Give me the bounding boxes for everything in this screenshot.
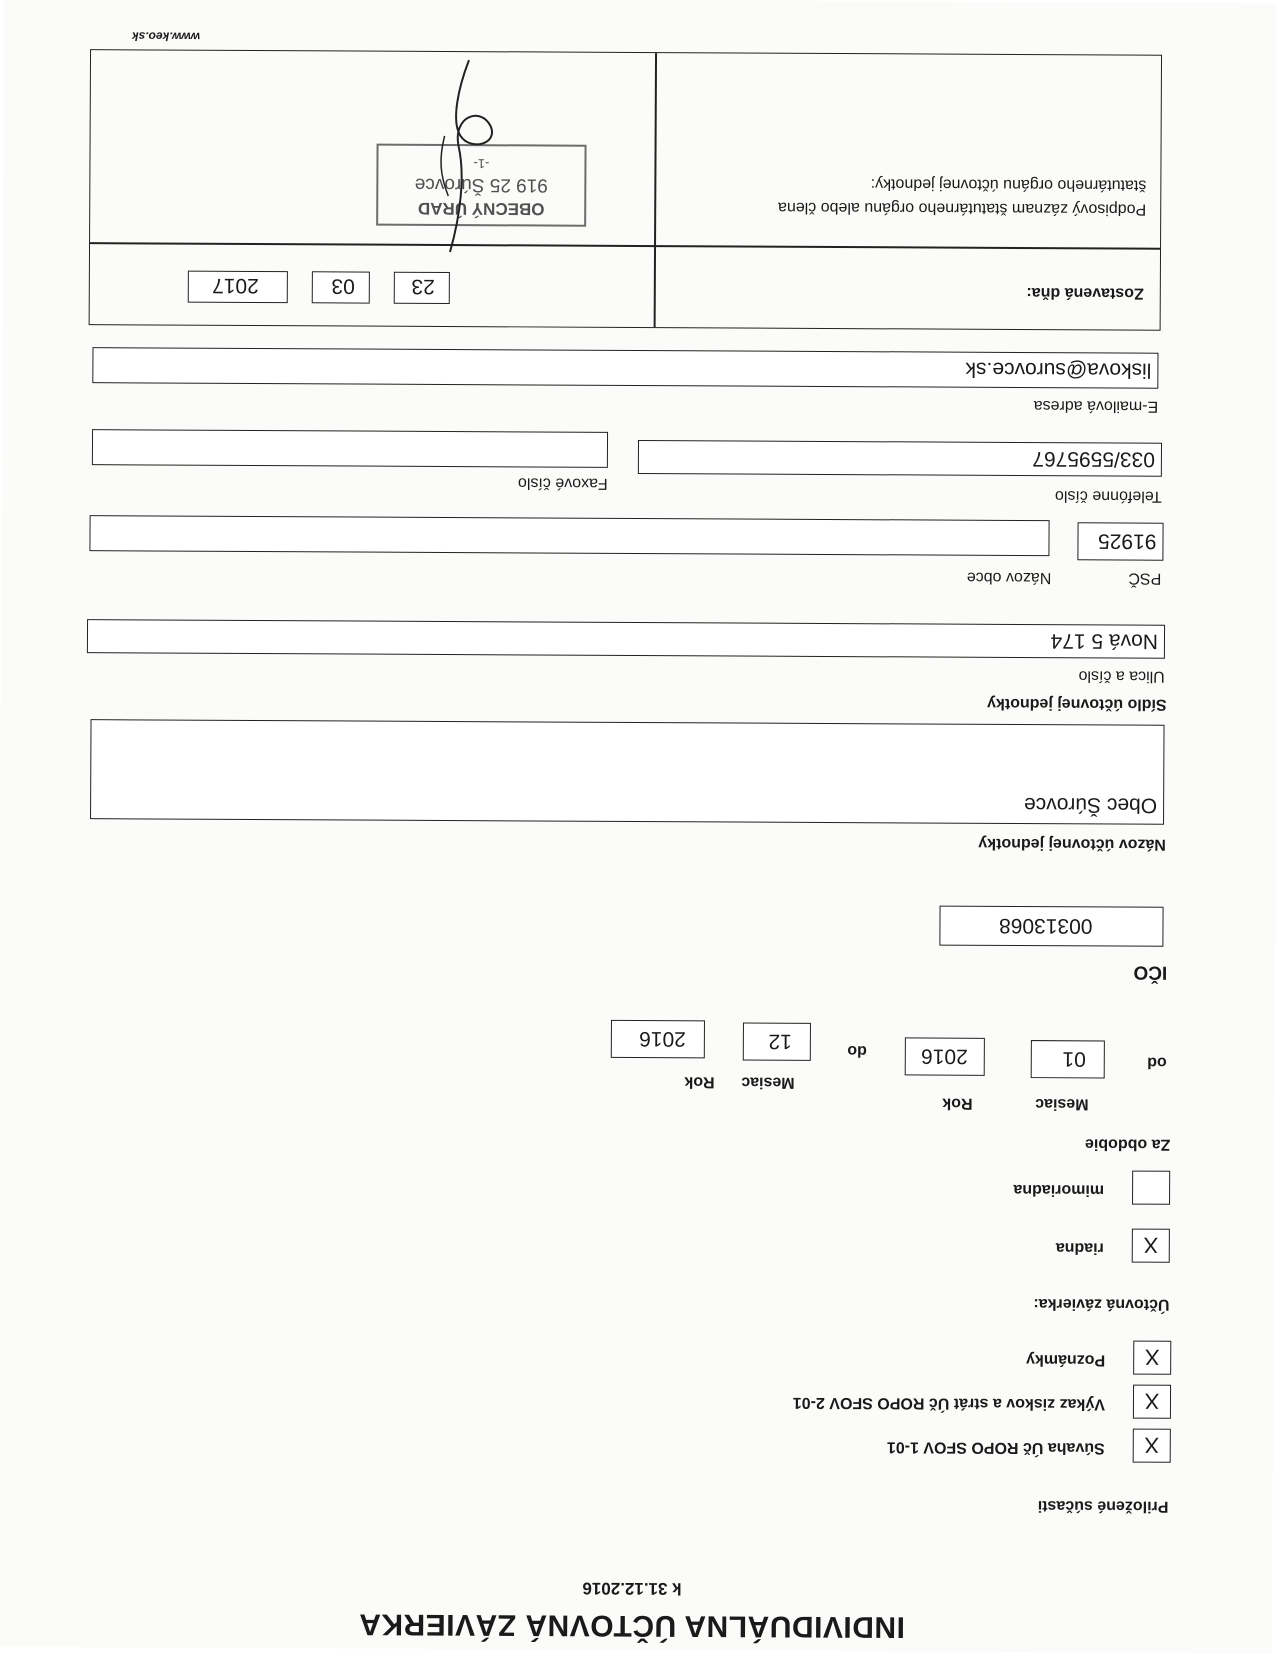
attachment-label-1: Súvaha Úč ROPO SFOV 1-01 bbox=[886, 1438, 1105, 1457]
to-label: do bbox=[847, 1042, 867, 1060]
signature-label-line2: štatutárneho orgánu účtovnej jednotky: bbox=[870, 175, 1147, 194]
compiled-day-field[interactable] bbox=[394, 272, 450, 304]
to-year-value: 2016 bbox=[639, 1027, 686, 1051]
signature-table bbox=[89, 49, 1162, 331]
street-field[interactable] bbox=[87, 619, 1165, 659]
city-field[interactable] bbox=[89, 515, 1049, 556]
seat-heading: Sídlo účtovnej jednotky bbox=[987, 694, 1167, 713]
email-label: E-mailová adresa bbox=[1033, 397, 1159, 415]
to-month-value: 12 bbox=[768, 1029, 792, 1053]
attachment-label-2: Výkaz ziskov a strát Úč ROPO SFOV 2-01 bbox=[792, 1393, 1106, 1413]
to-year-label: Rok bbox=[684, 1073, 715, 1091]
period-heading: Za obdobie bbox=[1084, 1135, 1171, 1153]
fax-label: Faxové číslo bbox=[517, 474, 608, 492]
closing-regular-label: riadna bbox=[1055, 1239, 1104, 1257]
fax-field[interactable] bbox=[92, 429, 608, 468]
from-year-value: 2016 bbox=[921, 1044, 968, 1068]
from-month-field[interactable] bbox=[1031, 1040, 1105, 1078]
phone-label: Telefónne číslo bbox=[1054, 487, 1162, 505]
compiled-month-value: 03 bbox=[331, 274, 355, 298]
phone-value: 033/5595767 bbox=[1032, 447, 1155, 471]
document-title: INDIVIDUÁLNA ÚČTOVNÁ ZÁVIERKA bbox=[358, 1607, 905, 1644]
attachment-checkbox-3[interactable]: X bbox=[1133, 1341, 1171, 1375]
city-label: Názov obce bbox=[966, 568, 1052, 587]
email-value: liskova@surovce.sk bbox=[965, 357, 1152, 382]
unit-name-field[interactable] bbox=[90, 719, 1165, 825]
stamp-line3: -1- bbox=[473, 156, 490, 172]
to-month-label: Mesiac bbox=[741, 1073, 795, 1091]
date-line: k 31.12.2016 bbox=[582, 1578, 682, 1599]
ico-field[interactable] bbox=[939, 906, 1163, 947]
closing-regular-checkbox[interactable]: X bbox=[1132, 1229, 1170, 1263]
from-month-value: 01 bbox=[1062, 1047, 1086, 1071]
compiled-year-field[interactable] bbox=[188, 271, 288, 304]
from-year-field[interactable] bbox=[905, 1037, 985, 1075]
closing-extraordinary-checkbox[interactable] bbox=[1132, 1171, 1170, 1205]
ico-value: 00313068 bbox=[998, 913, 1093, 938]
table-divider-vertical bbox=[654, 53, 657, 327]
table-divider-horizontal bbox=[90, 243, 1160, 250]
attachment-checkbox-2[interactable]: X bbox=[1133, 1385, 1171, 1419]
street-value: Nová 5 174 bbox=[1050, 629, 1159, 653]
from-month-label: Mesiac bbox=[1035, 1095, 1089, 1113]
closing-type-heading: Účtovná závierka: bbox=[1033, 1295, 1170, 1313]
street-label: Ulica a číslo bbox=[1078, 667, 1165, 685]
phone-field[interactable] bbox=[638, 440, 1162, 477]
email-field[interactable] bbox=[92, 347, 1158, 389]
unit-name-label: Názov účtovnej jednotky bbox=[978, 834, 1166, 853]
footer-url: www.keo.sk bbox=[131, 29, 201, 44]
psc-field[interactable] bbox=[1077, 522, 1163, 560]
signature-label-line1: Podpisový záznam štatutárneho orgánu alebo člena bbox=[777, 198, 1147, 218]
handwritten-signature bbox=[380, 56, 521, 257]
attachments-heading: Priložené súčasti bbox=[1037, 1497, 1169, 1515]
from-year-label: Rok bbox=[942, 1094, 973, 1112]
compiled-day-value: 23 bbox=[411, 274, 435, 298]
psc-value: 91925 bbox=[1098, 529, 1157, 553]
closing-extraordinary-label: mimoriadna bbox=[1013, 1180, 1105, 1199]
unit-name-value: Obec Šúrovce bbox=[1023, 793, 1158, 817]
to-year-field[interactable] bbox=[611, 1020, 705, 1058]
stamp-line1: OBECNÝ ÚRAD bbox=[417, 198, 545, 219]
from-label: od bbox=[1147, 1053, 1167, 1071]
to-month-field[interactable] bbox=[743, 1023, 811, 1061]
attachment-label-3: Poznámky bbox=[1026, 1351, 1106, 1369]
stamp-line2: 919 25 Šúrovce bbox=[414, 173, 548, 196]
ico-label: IČO bbox=[1133, 961, 1168, 983]
psc-label: PSČ bbox=[1128, 569, 1162, 587]
compiled-date-label: Zostavená dňa: bbox=[1026, 284, 1144, 302]
compiled-month-field[interactable] bbox=[312, 271, 370, 303]
attachment-checkbox-1[interactable]: X bbox=[1133, 1429, 1171, 1463]
compiled-year-value: 2017 bbox=[212, 273, 259, 298]
